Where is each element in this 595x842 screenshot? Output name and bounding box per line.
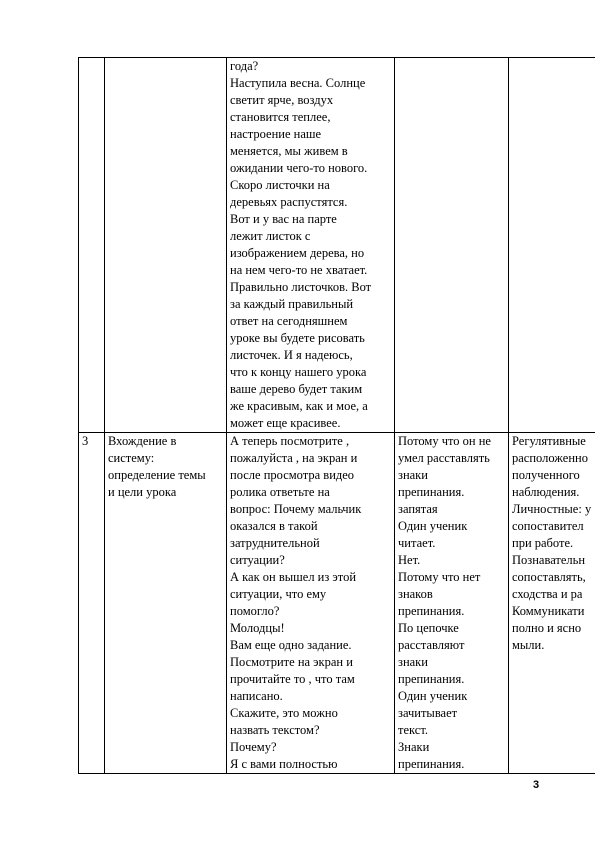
text-line: полученного — [512, 468, 580, 482]
teacher-activity-cell — [227, 433, 395, 774]
text-line: пожалуйста , на экран и — [230, 451, 358, 465]
lesson-plan-table — [78, 57, 595, 774]
text-line: Один ученик — [398, 519, 468, 533]
text-line: сопоставител — [512, 519, 584, 533]
text-line: наблюдения. — [512, 485, 580, 499]
text-line: умел расставлять — [398, 451, 490, 465]
text-line: Скоро листочки на — [230, 178, 330, 192]
text-line: оказался в такой — [230, 519, 318, 533]
text-line: помогло? — [230, 604, 280, 618]
text-line: настроение наше — [230, 127, 322, 141]
text-line: Нет. — [398, 553, 421, 567]
text-line: ситуации? — [230, 553, 285, 567]
teacher-activity-cell — [227, 58, 395, 433]
text-line: ответ на сегодняшнем — [230, 314, 348, 328]
text-line: прочитайте то , что там — [230, 672, 355, 686]
text-line: Вхождение в — [108, 434, 177, 448]
text-line: затруднительной — [230, 536, 320, 550]
text-line: А как он вышел из этой — [230, 570, 357, 584]
student-activity-cell — [395, 58, 509, 433]
text-line: знаков — [398, 587, 433, 601]
text-line: Потому что нет — [398, 570, 481, 584]
text-line: препинания. — [398, 672, 465, 686]
text-line: при работе. — [512, 536, 574, 550]
text-line: светит ярче, воздух — [230, 93, 334, 107]
text-line: вопрос: Почему мальчик — [230, 502, 362, 516]
page-number: 3 — [533, 779, 540, 791]
text-line: запятая — [398, 502, 438, 516]
text-line: Потому что он не — [398, 434, 491, 448]
text-line: А теперь посмотрите , — [230, 434, 350, 448]
text-line: препинания. — [398, 757, 465, 771]
stage-cell — [105, 433, 227, 774]
text-line: изображением дерева, но — [230, 246, 365, 260]
text-line: Один ученик — [398, 689, 468, 703]
text-line: назвать текстом? — [230, 723, 320, 737]
student-activity-cell — [395, 433, 509, 774]
text-line: ролика ответьте на — [230, 485, 330, 499]
text-line: ваше дерево будет таким — [230, 382, 363, 396]
text-line: Правильно листочков. Вот — [230, 280, 372, 294]
text-line: Посмотрите на экран и — [230, 655, 353, 669]
text-line: Познавательн — [512, 553, 586, 567]
text-line: препинания. — [398, 604, 465, 618]
table-row — [79, 58, 595, 433]
text-line: расставляют — [398, 638, 465, 652]
text-line: ожидании чего-то нового. — [230, 161, 368, 175]
text-line: читает. — [398, 536, 436, 550]
text-line: Почему? — [230, 740, 277, 754]
text-line: текст. — [398, 723, 428, 737]
text-line: Вам еще одно задание. — [230, 638, 352, 652]
text-line: Наступила весна. Солнце — [230, 76, 366, 90]
text-line: препинания. — [398, 485, 465, 499]
text-line: расположенно — [512, 451, 588, 465]
text-line: Я с вами полностью — [230, 757, 338, 771]
text-line: меняется, мы живем в — [230, 144, 348, 158]
row-number-cell — [79, 58, 105, 433]
text-line: определение темы — [108, 468, 206, 482]
text-line: Знаки — [398, 740, 430, 754]
text-line: сходства и ра — [512, 587, 583, 601]
text-line: мыли. — [512, 638, 545, 652]
text-line: написано. — [230, 689, 283, 703]
text-line: деревьях распустятся. — [230, 195, 348, 209]
row-number-cell: 3 — [79, 433, 105, 774]
text-line: знаки — [398, 655, 428, 669]
table-row — [79, 433, 595, 774]
text-line: Вот и у вас на парте — [230, 212, 337, 226]
text-line: систему: — [108, 451, 155, 465]
text-line: Регулятивные — [512, 434, 586, 448]
text-line: на нем чего-то не хватает. — [230, 263, 368, 277]
text-line: По цепочке — [398, 621, 459, 635]
text-line: уроке вы будете рисовать — [230, 331, 365, 345]
text-line: знаки — [398, 468, 428, 482]
text-line: лежит листок с — [230, 229, 311, 243]
text-line: и цели урока — [108, 485, 177, 499]
text-line: же красивым, как и мое, а — [230, 399, 368, 413]
text-line: Коммуникати — [512, 604, 585, 618]
text-line: что к концу нашего урока — [230, 365, 367, 379]
text-line: за каждый правильный — [230, 297, 354, 311]
text-line: становится теплее, — [230, 110, 331, 124]
text-line: листочек. И я надеюсь, — [230, 348, 353, 362]
text-line: Скажите, это можно — [230, 706, 338, 720]
text-line: после просмотра видео — [230, 468, 355, 482]
text-line: Личностные: у — [512, 502, 592, 516]
stage-cell — [105, 58, 227, 433]
text-line: года? — [230, 59, 259, 73]
text-line: полно и ясно — [512, 621, 582, 635]
text-line: зачитывает — [398, 706, 458, 720]
text-line: ситуации, что ему — [230, 587, 327, 601]
learning-outcomes-cell — [509, 433, 595, 774]
text-line: Молодцы! — [230, 621, 285, 635]
text-line: может еще красивее. — [230, 416, 341, 430]
learning-outcomes-cell — [509, 58, 595, 433]
text-line: сопоставлять, — [512, 570, 586, 584]
